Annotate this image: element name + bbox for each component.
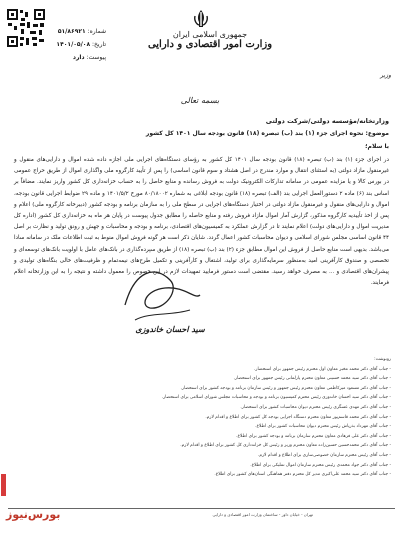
copies-item: - جناب آقای دکتر محمد قاسم‌پور معاون محترم دستگاه اجرایی بودجه کل کشور برای اطلاع و اقدام لازم. bbox=[205, 414, 391, 420]
footer-divider bbox=[8, 508, 395, 509]
number-label: شماره: bbox=[87, 28, 106, 35]
copies-item: - جناب آقای دکتر سید محمد حسینی معاون محترم پارلمانی رئیس جمهور برای استحضار. bbox=[233, 376, 391, 382]
copies-item: رونوشت: bbox=[374, 357, 391, 362]
bismillah-heading: بسمه تعالی bbox=[180, 96, 220, 105]
subject-line: موضوع: نحوه اجرای جزء (۱) بند (ب) تبصره (۱۸) قانون بودجه سال ۱۴۰۱ کل کشور bbox=[145, 130, 389, 137]
copies-list bbox=[11, 355, 391, 480]
copies-item: - جناب آقای دکتر مهدی عسگری رئیس محترم دیوان محاسبات کشور برای استحضار. bbox=[240, 404, 391, 410]
addressee: وزارتخانه/مؤسسه دولتی/شرکت دولتی bbox=[265, 117, 389, 125]
copies-item: - جناب آقای دکتر جواد محمدی رئیس محترم سازمان اموال تملیکی برای اطلاع. bbox=[250, 462, 391, 468]
footer-address: تهران - خیابان داور - ساختمان وزارت امور اقتصادی و دارایی bbox=[212, 512, 313, 517]
letter-body: در اجرای جزء (۱) بند (ب) تبصره (۱۸) قانون بودجه سال ۱۴۰۱ کل کشور به رؤسای دستگاه‌های اجرایی ملی اجازه داده شده اموال و دارایی‌های منقول و غیرمنقول مازاد دولتی (به استثنای انتقال و موارد مندرج در اصل هشتاد و سوم قانون اساسی) را پس از تأیید کارگروه ملی واگذاری اموال از طریق حراج عمومی در بورس کالا و یا مزایده عمومی در سامانه تدارکات الکترونیک دولت به فروش رسانده و منابع حاصل را به حساب خزانه‌داری کل کشور واریز نمایند. مضافاً بر اساس بند (۶) ماده ۲ دستورالعمل اجرایی بند (الف) تبصره (۱۸) قانون بودجه ابلاغی به شماره ۸۰/۱۸۰۰۲ مورخ ۱۴۰۱/۵/۲ و ماده ۲۹ ضوابط اجرایی قانون بودجه، اموال و دارایی‌های منقول و غیرمنقول مازاد دولتی در اختیار دستگاه‌های اجرایی در سطح ملی را به سازمان برنامه و بودجه کشور (دبیرخانه کارگروه ملی) اعلام و پس از اخذ تأییدیه کارگروه مذکور، گزارش آمار اموال مازاد فروش رفته و منابع حاصله را مطابق جدول پیوست در پایان هر ماه به خزانه‌داری کل کشور (اداره کل مدیریت اموال و دارایی‌های دولت) اعلام نمایند تا در گزارش عملکرد به کمیسیون‌های اقتصادی، برنامه و بودجه و محاسبات و جهش و رونق تولید و نظارت بر اصل ۴۴ قانون اساسی مجلس شورای اسلامی و دیوان محاسبات کشور اعمال گردد. شایان ذکر است هر گونه فروش اموال منوط به ثبت اطلاعات ملک در سامانه سادا می‌باشد. بدیهی است منابع حاصل از فروش این اموال مطابق جزء (۲) بند (ب) تبصره (۱۸) از طریق سپرده‌گذاری در بانک‌های عامل با اولویت بانک‌های توسعه‌ای و تخصصی و صندوق کارآفرینی امید به‌منظور سرمایه‌گذاری برای تولید، اشتغال و کارآفرینی و تکمیل طرح‌های نیمه‌تمام و ظرفیت‌های خالی بنگاه‌های تولیدی و پیشران‌های اقتصادی و ... به مصرف خواهد رسید. مقتضی است دستور فرمایید تمهیدات لازم در این خصوص را معمول داشته و نتیجه را به این وزارتخانه اعلام فرمایند. bbox=[14, 157, 390, 287]
number-value: ۵۱/۸۶۹۲۱ bbox=[57, 28, 86, 35]
side-marker bbox=[1, 474, 6, 496]
signer-name: سید احسان خاندوزی bbox=[135, 324, 205, 334]
ministry-heading bbox=[110, 30, 310, 50]
copies-item: - جناب آقای دکتر محمدحسین حسین‌زاده معاون محترم وزیر و رئیس کل خزانه‌داری کل کشور برای اطلاع و اقدام لازم. bbox=[180, 443, 391, 449]
copies-item: - جناب آقای دکتر سید احسان خاندوزی رئیس محترم کمیسیون برنامه و بودجه و محاسبات مجلس شورای اسلامی برای استحضار. bbox=[161, 395, 391, 401]
country-name: جمهوری اسلامی ایران bbox=[172, 30, 248, 39]
letter-number-row bbox=[6, 25, 106, 38]
copies-item: - جناب آقای دکتر محمد مخبر معاون اول محترم رئیس جمهور برای استحضار. bbox=[254, 366, 391, 372]
copies-item: - جناب آقای مهرداد بذرپاش رئیس محترم دیوان محاسبات کشور برای اطلاع. bbox=[255, 424, 391, 430]
attachment-label: پیوست: bbox=[86, 54, 106, 61]
minister-label: وزیر bbox=[380, 72, 391, 79]
ministry-name: وزارت امور اقتصادی و دارایی bbox=[147, 39, 273, 50]
iran-emblem-icon bbox=[190, 8, 212, 30]
letter-attachment-row bbox=[6, 51, 106, 64]
date-label: تاریخ: bbox=[92, 41, 106, 48]
watermark-logo: بورس‌نیوز bbox=[6, 508, 61, 521]
copies-item: - جناب آقای دکتر علی فرهادی معاون محترم سازمان برنامه و بودجه کشور برای اطلاع. bbox=[236, 433, 391, 439]
attachment-value: دارد bbox=[72, 54, 85, 61]
copies-item: - جناب آقای رئیس محترم سازمان خصوصی‌سازی برای اطلاع و اقدام لازم. bbox=[257, 452, 391, 458]
date-value: ۱۴۰۱/۰۵/۰۸ bbox=[56, 41, 91, 48]
letter-meta bbox=[6, 25, 106, 64]
copies-item: - جناب آقای دکتر مسعود میرکاظمی معاون محترم رئیس جمهور و رئیس سازمان برنامه و بودجه کشور برای استحضار. bbox=[180, 385, 391, 391]
letter-date-row bbox=[6, 38, 106, 51]
copies-item: - جناب آقای دکتر سید محمد علی‌اکبری مدیر کل محترم دفتر هماهنگی استان‌های کشور برای اطلاع. bbox=[214, 472, 391, 478]
greeting: با سلام؛ bbox=[365, 143, 389, 150]
